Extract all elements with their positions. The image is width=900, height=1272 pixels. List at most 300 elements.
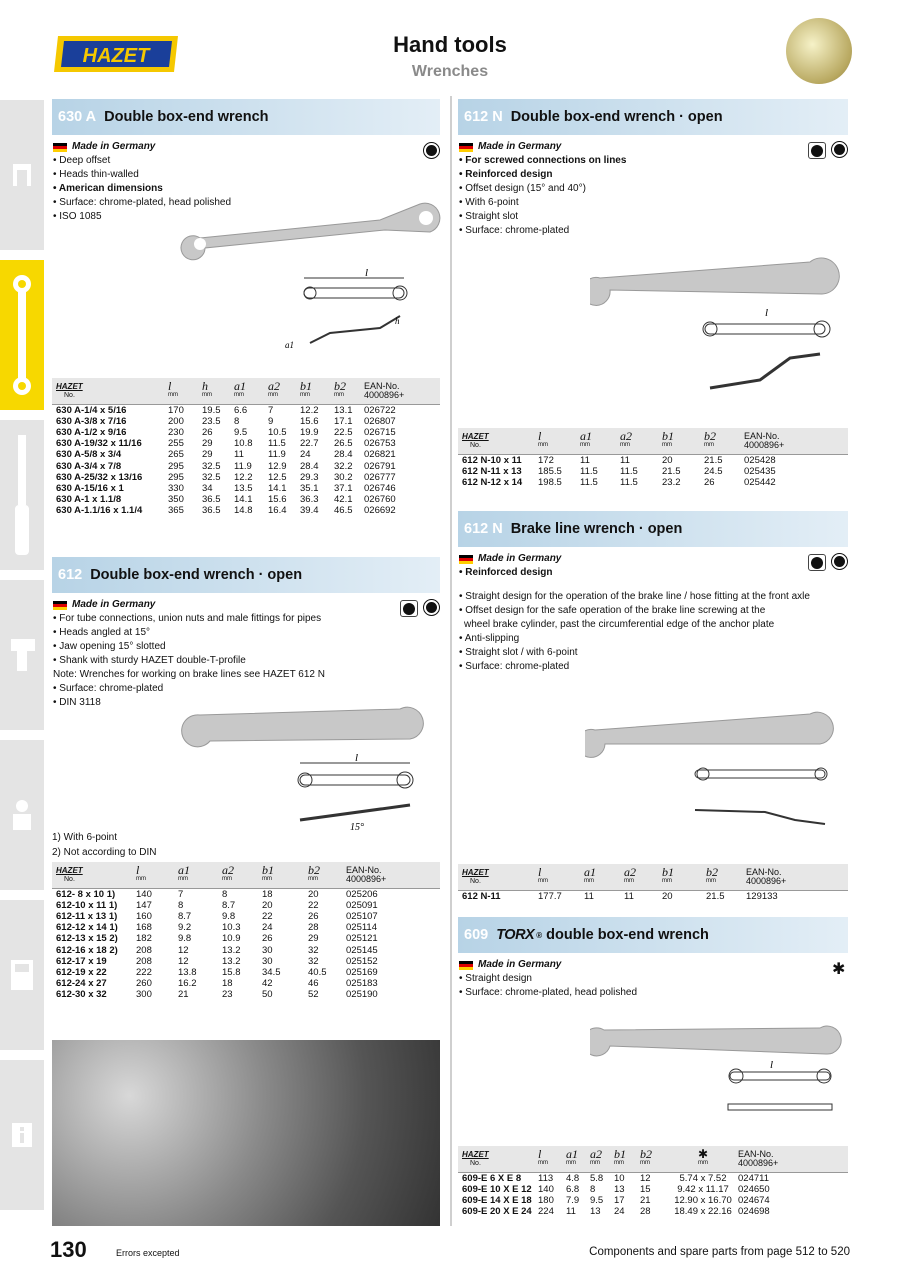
article-number-cell: 612-11 x 13 1)	[56, 910, 118, 922]
table-cell: 026821	[364, 449, 396, 461]
article-number-cell: 630 A-5/8 x 3/4	[56, 449, 122, 461]
table-cell: 200	[168, 415, 184, 427]
table-cell: 025190	[346, 989, 378, 1001]
table-cell: 20	[262, 899, 273, 911]
table-cell: 35.1	[300, 482, 319, 494]
table-cell: 11.5	[580, 465, 598, 477]
table-612: HAZET No. l mm a1 mm a2 mm b1 mm b2 mm EAN-No. 4000896+ 612- 8 x 10 1) 140 7 8 18 20 025206 612-10 x 11 1) 147 8 8.7 20 22 025091 612-11 x 13 1) 160 8.7 9.8 22 26 025107 612-12 x 14 1) 168 9.2 10.3 24 28 025114 612-13 x 15 2) 182 9.8 10.9 26 29 025121 612-16 x 18 2) 208 12 13.2 30 32 025145 612-17 x 19 208 12 13.2 30 32 025152 612-19 x 22 222 13.8 15.8 34.5 40.5 025169 612-24 x 27 260 16.2 18 42 46 025183 612-30 x 32 300 21 23 50 52 025190	[52, 862, 440, 1001]
table-cell: 26	[308, 910, 319, 922]
workbench-icon	[11, 160, 33, 190]
table-cell: 025145	[346, 944, 378, 956]
table-cell: 10.3	[222, 922, 241, 934]
table-cell: 29	[202, 438, 213, 450]
table-row	[458, 466, 848, 477]
table-cell: 28.4	[300, 460, 319, 472]
wrench-pile-photo	[52, 1040, 440, 1226]
table-cell: 180	[538, 1194, 554, 1206]
table-cell: 18	[222, 978, 233, 990]
table-cell: 160	[136, 910, 152, 922]
table-cell: 10.8	[234, 438, 253, 450]
table-cell: 025121	[346, 933, 378, 945]
table-cell: 24	[262, 922, 273, 934]
table-cell: 025169	[346, 966, 378, 978]
table-cell: 147	[136, 899, 152, 911]
table-cell: 025152	[346, 955, 378, 967]
open-ring-icon	[808, 142, 826, 159]
table-cell: 22.5	[334, 426, 353, 438]
article-number-cell: 630 A-25/32 x 13/16	[56, 471, 143, 483]
table-cell: 6.8	[566, 1183, 580, 1195]
category-sidebar	[0, 100, 44, 1200]
section-609-header: 609 TORX ® double box-end wrench	[458, 917, 848, 953]
sidebar-tab-safety[interactable]	[0, 740, 44, 890]
article-number-cell: 612 N-11 x 13	[462, 465, 522, 477]
table-cell: 026807	[364, 415, 396, 427]
table-cell: 350	[168, 494, 184, 506]
table-cell: 34	[202, 482, 213, 494]
article-number-cell: 609-E 10 X E 12	[462, 1183, 532, 1195]
table-cell: 10	[614, 1172, 640, 1184]
table-cell: 30	[262, 944, 273, 956]
article-number-cell: 609-E 14 X E 18	[462, 1194, 532, 1206]
table-cell: 39.4	[300, 505, 319, 517]
torx-star-icon: ✱	[832, 961, 846, 978]
table-cell: 21.5	[704, 454, 744, 466]
table-cell: 12.9	[268, 460, 287, 472]
table-cell: 15	[640, 1183, 651, 1195]
table-row	[52, 505, 440, 516]
features-612: Made in Germany • For tube connections, union nuts and male fittings for pipes • Heads angled at 15° • Jaw opening 15° slotted • Shank with sturdy HAZET double-T-profile Note: Wrenches for working on brake lines see HAZET 612 N • Surface: chrome-plated • DIN 3118	[53, 599, 325, 708]
table-cell: 12	[640, 1172, 668, 1184]
table-row	[458, 1184, 848, 1195]
table-row	[52, 461, 440, 472]
table-cell: 295	[168, 460, 184, 472]
table-cell: 23.5	[202, 415, 221, 427]
features-612n: Made in Germany • For screwed connections on lines • Reinforced design • Offset design (15° and 40°) • With 6-point • Straight slot • Surface: chrome-plated	[459, 141, 627, 236]
article-number-cell: 609-E 20 X E 24	[462, 1206, 532, 1218]
article-number-cell: 612 N-11	[458, 890, 538, 902]
table-cell: 12.2	[234, 471, 253, 483]
table-row	[52, 404, 440, 416]
article-number-cell: 612-13 x 15 2)	[56, 933, 118, 945]
table-cell: 10.5	[268, 426, 287, 438]
article-number-cell: 609-E 6 X E 8	[458, 1172, 538, 1184]
features-612n-brake: Made in Germany • Reinforced design • Straight design for the operation of the brake line / hose fitting at the front axle • Offset design for the safe operation of the brake line screwing at the wheel brake cylinder, past the circumferential edge of the anchor plate • Anti-slipping • Straight slot / with 6-point • Surface: chrome-plated	[459, 553, 810, 672]
table-row	[52, 967, 440, 978]
table-row	[52, 956, 440, 967]
table-row	[52, 945, 440, 956]
table-cell: 22	[262, 910, 273, 922]
table-cell: 32.2	[334, 460, 353, 472]
table-row	[52, 922, 440, 933]
table-cell: 024711	[738, 1172, 848, 1184]
table-cell: 025091	[346, 899, 378, 911]
table-cell: 025183	[346, 978, 378, 990]
table-cell: 8	[234, 415, 240, 427]
german-flag-icon	[459, 555, 473, 564]
table-cell: 20	[308, 888, 346, 900]
table-cell: 9.5	[234, 426, 248, 438]
table-cell: 025442	[744, 476, 776, 488]
table-cell: 26	[202, 426, 213, 438]
table-cell: 330	[168, 482, 184, 494]
table-cell: 11.9	[268, 449, 286, 461]
tester-icon	[9, 958, 35, 992]
table-cell: 19.9	[300, 426, 319, 438]
table-row	[458, 1172, 848, 1184]
table-612n-brake: HAZET No. l mm a1 mm a2 mm b1 mm b2 mm EAN-No. 4000896+ 612 N-11 177.7 11 11 20 21.5 129133	[458, 864, 848, 902]
sidebar-tab-info[interactable]	[0, 1060, 44, 1210]
table-cell: 28	[308, 922, 319, 934]
footnotes-612: 1) With 6-point 2) Not according to DIN	[52, 832, 157, 858]
table-cell: 7	[268, 404, 300, 416]
article-number-cell: 630 A-15/16 x 1	[56, 482, 124, 494]
dim-l: l	[365, 267, 369, 279]
article-number-cell: 612-10 x 11 1)	[56, 899, 118, 911]
table-cell: 8	[590, 1183, 596, 1195]
table-cell: 168	[136, 922, 152, 934]
table-cell: 300	[136, 989, 152, 1001]
table-cell: 13.1	[334, 404, 364, 416]
made-in-germany: Made in Germany	[53, 140, 413, 154]
sidebar-tab-hand-tools[interactable]	[0, 260, 44, 410]
article-number-cell: 612 N-12 x 14	[462, 476, 523, 488]
table-cell: 8.7	[222, 899, 236, 911]
table-cell: 025435	[744, 465, 776, 477]
torx-logo: TORX	[496, 927, 535, 943]
section-612-header: 612 Double box-end wrench · open	[52, 557, 440, 593]
dim-l: l	[765, 307, 769, 319]
table-row	[52, 416, 440, 427]
table-cell: 50	[262, 989, 273, 1001]
page-title: Hand tools	[393, 32, 507, 57]
table-cell: 18.49 x 22.16	[674, 1206, 732, 1218]
table-cell: 9	[268, 415, 274, 427]
table-cell: 32.5	[202, 460, 221, 472]
table-row	[458, 477, 848, 488]
table-cell: 9.2	[178, 922, 192, 934]
article-number-cell: 630 A-19/32 x 11/16	[56, 438, 142, 450]
table-cell: 6.6	[234, 404, 268, 416]
logo-text: HAZET	[82, 45, 150, 67]
article-number-cell: 612-17 x 19	[56, 955, 107, 967]
table-cell: 36.5	[202, 505, 221, 517]
table-cell: 19.5	[202, 404, 234, 416]
features-630a: Made in Germany • Deep offset • Heads thin-walled • American dimensions • Surface: chrome-plated, head polished • ISO 1085	[53, 140, 413, 224]
table-cell: 32	[308, 955, 319, 967]
table-cell: 7.9	[566, 1194, 580, 1206]
table-cell: 21.5	[662, 465, 681, 477]
table-cell: 13.2	[222, 944, 241, 956]
table-cell: 295	[168, 471, 184, 483]
table-cell: 16.4	[268, 505, 287, 517]
table-cell: 172	[538, 454, 580, 466]
table-cell: 230	[168, 426, 184, 438]
article-number-cell: 630 A-1/4 x 5/16	[52, 404, 168, 416]
table-cell: 20	[662, 454, 704, 466]
table-612n: HAZET No. l mm a1 mm a2 mm b1 mm b2 mm EAN-No. 4000896+ 612 N-10 x 11 172 11 11 20 21.5 025428 612 N-11 x 13 185.5 11.5 11.5 21.5 24.5 025435 612 N-12 x 14 198.5 11.5 11.5 23.2 26 025442	[458, 428, 848, 488]
sidebar-tab-diagnostics[interactable]	[0, 900, 44, 1050]
table-cell: 22.7	[300, 438, 319, 450]
article-number-cell: 612-16 x 18 2)	[56, 944, 118, 956]
table-row	[458, 1195, 848, 1206]
table-cell: 208	[136, 955, 152, 967]
table-cell: 14.8	[234, 505, 253, 517]
features-609: Made in Germany • Straight design • Surface: chrome-plated, head polished	[459, 959, 638, 998]
dim-l: l	[770, 1059, 774, 1071]
spare-parts-note: Components and spare parts from page 512 to 520	[589, 1246, 850, 1258]
table-cell: 026722	[364, 404, 440, 416]
table-cell: 12	[178, 944, 189, 956]
german-flag-icon	[459, 143, 473, 152]
table-cell: 37.1	[334, 482, 353, 494]
dim-l: l	[355, 752, 359, 764]
table-cell: 024674	[738, 1194, 770, 1206]
table-cell: 025107	[346, 910, 378, 922]
table-cell: 8.7	[178, 910, 192, 922]
table-cell: 36.5	[202, 494, 221, 506]
table-cell: 365	[168, 505, 184, 517]
mechanic-icon	[10, 798, 34, 832]
table-cell: 7	[178, 888, 222, 900]
table-row	[52, 438, 440, 449]
table-630a: HAZET No. l mm h mm a1 mm a2 mm b1 mm b2 mm EAN-No. 4000896+ 630 A-1/4 x 5/16 170 19.5 6.6 7 12.2 13.1 026722 630 A-3/8 x 7/16 200 23.5 8 9 15.6 17.1 026807 630 A-1/2 x 9/16 230 26 9.5 10.5 19.9 22.5 026715 630 A-19/32 x 11/16 255 29 10.8 11.5 22.7 26.5 026753 630 A-5/8 x 3/4 265 29 11 11.9 24 28.4 026821 630 A-3/4 x 7/8 295 32.5 11.9 12.9 28.4 32.2 026791 630 A-25/32 x 13/16 295 32.5 12.2 12.5 29.3 30.2 026777 630 A-15/16 x 1 330 34 13.5 14.1 35.1 37.1 026746 630 A-1 x 1.1/8 350 36.5 14.1 15.6 36.3 42.1 026760 630 A-1.1/16 x 1.1/4 365 36.5 14.8 16.4 39.4 46.5 026692	[52, 378, 440, 517]
table-cell: 255	[168, 438, 184, 450]
table-cell: 9.8	[178, 933, 192, 945]
table-cell: 208	[136, 944, 152, 956]
table-cell: 32.5	[202, 471, 221, 483]
wrench-609-illustration	[590, 1010, 852, 1130]
table-cell: 40.5	[308, 966, 327, 978]
table-cell: 13	[614, 1183, 625, 1195]
table-cell: 9.5	[590, 1194, 604, 1206]
dim-angle: 15°	[350, 822, 364, 833]
table-cell: 23.2	[662, 476, 681, 488]
table-cell: 24	[614, 1206, 625, 1218]
table-cell: 026791	[364, 460, 396, 472]
table-row	[52, 427, 440, 438]
table-cell: 29	[308, 933, 319, 945]
table-cell: 182	[136, 933, 152, 945]
section-612n-brake-header: 612 N Brake line wrench · open	[458, 511, 848, 547]
table-cell: 36.3	[300, 494, 319, 506]
section-code: 630 A	[58, 109, 97, 125]
torx-star-icon: ✱	[697, 1146, 709, 1161]
table-row	[52, 900, 440, 911]
table-cell: 32	[308, 944, 319, 956]
table-cell: 140	[538, 1183, 554, 1195]
table-cell: 26	[262, 933, 273, 945]
table-cell: 024650	[738, 1183, 770, 1195]
wrench-612n-illustration	[590, 248, 852, 408]
hazet-logo	[50, 30, 185, 78]
dim-a1: a1	[285, 340, 294, 350]
table-cell: 025114	[346, 922, 377, 934]
table-cell: 28.4	[334, 449, 353, 461]
info-icon	[10, 1121, 34, 1149]
table-cell: 11.5	[580, 476, 598, 488]
table-cell: 52	[308, 989, 319, 1001]
table-cell: 177.7	[538, 890, 584, 902]
table-row	[52, 888, 440, 900]
table-cell: 13	[590, 1206, 601, 1218]
section-title: Double box-end wrench	[104, 109, 269, 125]
table-cell: 11	[584, 890, 624, 902]
article-number-cell: 612-12 x 14 1)	[56, 922, 118, 934]
table-cell: 21.5	[706, 890, 746, 902]
table-cell: 30.2	[334, 471, 353, 483]
table-cell: 265	[168, 449, 184, 461]
table-row	[52, 472, 440, 483]
table-cell: 224	[538, 1206, 554, 1218]
wrench-612-illustration	[180, 695, 450, 835]
table-row	[52, 483, 440, 494]
table-cell: 42.1	[334, 494, 353, 506]
table-cell: 13.5	[234, 482, 253, 494]
section-612n-header: 612 N Double box-end wrench · open	[458, 99, 848, 135]
ring-icon	[424, 143, 439, 158]
ring-icon	[832, 142, 847, 157]
table-cell: 5.8	[590, 1172, 614, 1184]
table-cell: 15.6	[300, 415, 319, 427]
header-tools-photo	[786, 18, 852, 84]
table-cell: 24	[300, 449, 311, 461]
table-cell: 23	[222, 989, 233, 1001]
table-cell: 026777	[364, 471, 396, 483]
table-cell: 12.90 x 16.70	[674, 1194, 732, 1206]
article-number-cell: 630 A-1.1/16 x 1.1/4	[56, 505, 143, 517]
table-cell: 34.5	[262, 966, 281, 978]
table-cell: 12	[178, 955, 189, 967]
table-row	[458, 890, 848, 902]
table-cell: 8	[222, 888, 262, 900]
table-row	[52, 978, 440, 989]
german-flag-icon	[53, 601, 67, 610]
table-cell: 4.8	[566, 1172, 590, 1184]
table-cell: 11.5	[620, 465, 638, 477]
dim-h: h	[395, 316, 400, 326]
errors-note: Errors excepted	[116, 1248, 180, 1258]
table-cell: 11	[620, 454, 662, 466]
article-number-cell: 612 N-10 x 11	[458, 454, 538, 466]
table-row	[52, 494, 440, 505]
article-number-cell: 630 A-1/2 x 9/16	[56, 426, 127, 438]
article-number-cell: 630 A-1 x 1.1/8	[56, 494, 122, 506]
table-cell: 025206	[346, 888, 440, 900]
table-cell: 14.1	[268, 482, 287, 494]
table-cell: 024698	[738, 1206, 770, 1218]
table-cell: 11.5	[268, 438, 286, 450]
section-630a-header	[52, 99, 440, 135]
table-cell: 22	[308, 899, 319, 911]
table-cell: 17	[614, 1194, 625, 1206]
wrench-612n-brake-illustration	[585, 700, 850, 840]
table-cell: 21	[178, 989, 189, 1001]
table-cell: 11.5	[620, 476, 638, 488]
table-cell: 11	[580, 454, 620, 466]
table-row	[52, 449, 440, 460]
table-cell: 222	[136, 966, 152, 978]
table-cell: 13.2	[222, 955, 241, 967]
ring-icon	[424, 600, 439, 615]
table-row	[52, 989, 440, 1000]
table-cell: 10.9	[222, 933, 241, 945]
table-row	[52, 933, 440, 944]
sidebar-tab-screwdrivers[interactable]	[0, 420, 44, 570]
table-cell: 14.1	[234, 494, 253, 506]
table-cell: 17.1	[334, 415, 353, 427]
table-cell: 185.5	[538, 465, 562, 477]
page-subtitle: Wrenches	[411, 63, 489, 80]
table-cell: 5.74 x 7.52	[668, 1172, 738, 1184]
column-divider	[450, 96, 452, 1226]
table-cell: 026715	[364, 426, 396, 438]
table-cell: 26.5	[334, 438, 353, 450]
table-cell: 15.6	[268, 494, 287, 506]
table-cell: 24.5	[704, 465, 723, 477]
screwdriver-icon	[14, 435, 30, 555]
table-row	[458, 1206, 848, 1217]
table-cell: 140	[136, 888, 178, 900]
table-cell: 9.42 x 11.17	[677, 1183, 729, 1195]
table-cell: 026746	[364, 482, 396, 494]
table-cell: 29.3	[300, 471, 319, 483]
table-cell: 026692	[364, 505, 396, 517]
table-cell: 170	[168, 404, 202, 416]
table-cell: 30	[262, 955, 273, 967]
impact-wrench-icon	[7, 635, 37, 675]
table-cell: 12.5	[268, 471, 287, 483]
table-cell: 11	[624, 890, 662, 902]
table-cell: 198.5	[538, 476, 562, 488]
table-cell: 11	[234, 449, 244, 461]
table-row	[52, 911, 440, 922]
table-cell: 11	[566, 1206, 576, 1218]
table-cell: 16.2	[178, 978, 197, 990]
page-number: 130	[50, 1237, 87, 1262]
table-cell: 42	[262, 978, 273, 990]
table-cell: 46.5	[334, 505, 353, 517]
table-cell: 025428	[744, 454, 848, 466]
table-cell: 8	[178, 899, 184, 911]
table-cell: 026753	[364, 438, 396, 450]
table-cell: 46	[308, 978, 319, 990]
wrench-630a-illustration	[180, 198, 450, 358]
table-cell: 18	[262, 888, 308, 900]
german-flag-icon	[459, 961, 473, 970]
article-number-cell: 630 A-3/8 x 7/16	[56, 415, 127, 427]
article-number-cell: 612- 8 x 10 1)	[52, 888, 136, 900]
table-row	[458, 454, 848, 466]
article-number-cell: 612-19 x 22	[56, 966, 107, 978]
article-number-cell: 630 A-3/4 x 7/8	[56, 460, 122, 472]
wrench-icon	[10, 270, 34, 400]
table-cell: 11.9	[234, 460, 252, 472]
table-cell: 260	[136, 978, 152, 990]
german-flag-icon	[53, 143, 67, 152]
table-cell: 21	[640, 1194, 651, 1206]
table-cell: 26	[704, 476, 715, 488]
table-609: HAZET No. l mm a1 mm a2 mm b1 mm b2 mm ✱ mm EAN-No. 4000896+ 609-E 6 X E 8 113 4.8 5.8 10 12 5.74 x 7.52 024711 609-E 10 X E 12 140 6.8 8 13 15 9.42 x 11.17 024650 609-E 14 X E 18 180 7.9 9.5 17 21 12.90 x 16.70 024674 609-E 20 X E 24 224 11 13 24 28 18.49 x 22.16 024698	[458, 1146, 848, 1217]
table-cell: 9.8	[222, 910, 236, 922]
sidebar-tab-power-tools[interactable]	[0, 580, 44, 730]
table-cell: 15.8	[222, 966, 241, 978]
table-cell: 129133	[746, 890, 848, 902]
table-cell: 29	[202, 449, 213, 461]
article-number-cell: 612-30 x 32	[56, 989, 107, 1001]
sidebar-tab-workshop[interactable]	[0, 100, 44, 250]
article-number-cell: 612-24 x 27	[56, 978, 107, 990]
